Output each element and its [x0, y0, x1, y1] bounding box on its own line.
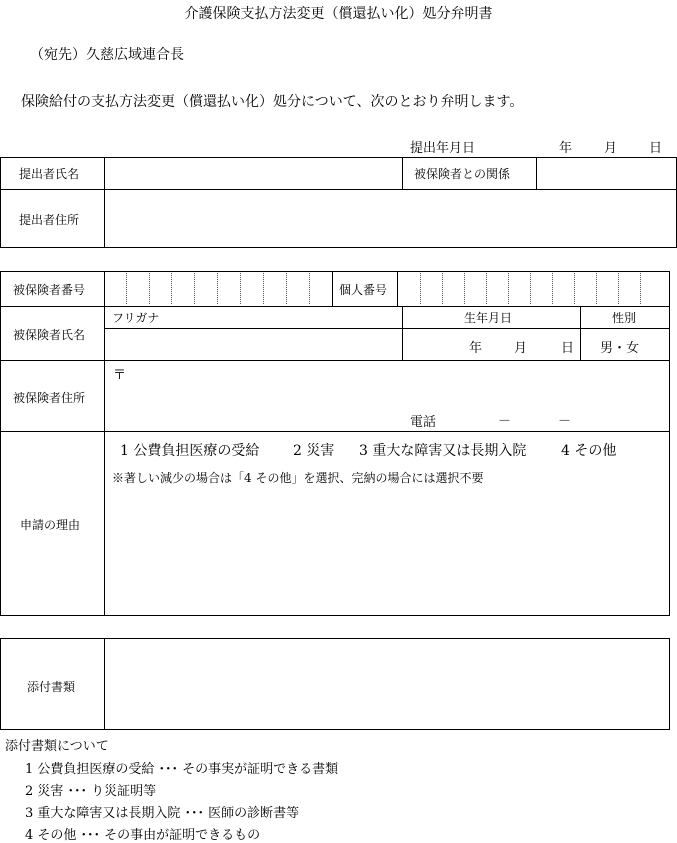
reason-option-1[interactable]: 1 公費負担医療の受給: [120, 443, 260, 459]
furigana-field[interactable]: [106, 308, 400, 327]
submission-month-label: 月: [604, 141, 618, 156]
document-title: 介護保険支払方法変更（償還払い化）処分弁明書: [184, 6, 493, 22]
reason-option-4[interactable]: 4 その他: [561, 443, 617, 459]
attachments-field[interactable]: [106, 640, 668, 728]
sex-options[interactable]: 男・女: [600, 341, 640, 356]
attachments-about-title: 添付書類について: [5, 739, 109, 754]
attachment-note-2: 2 災害 ･･･ り災証明等: [25, 784, 157, 799]
birthdate-field[interactable]: [404, 330, 579, 359]
furigana-label: フリガナ: [112, 311, 160, 325]
submitter-name-label: 提出者氏名: [19, 167, 80, 181]
personal-number-field[interactable]: [399, 273, 668, 304]
reason-option-2[interactable]: 2 災害: [293, 443, 335, 459]
insured-address-field[interactable]: [106, 362, 668, 408]
submission-day-label: 日: [649, 141, 663, 156]
insured-number-label: 被保険者番号: [13, 283, 86, 297]
reason-note: ※著しい減少の場合は「4 その他」を選択、完納の場合には選択不要: [112, 471, 484, 485]
phone-dash-1: －: [498, 414, 512, 429]
personal-number-label: 個人番号: [339, 283, 388, 297]
insured-address-label: 被保険者住所: [13, 391, 86, 405]
addressee: （宛先）久慈広域連合長: [30, 47, 184, 63]
birth-month-label: 月: [514, 341, 528, 356]
insured-name-field[interactable]: [106, 330, 400, 359]
phone-label: 電話: [410, 415, 437, 430]
relation-field[interactable]: [538, 159, 675, 188]
attachments-label: 添付書類: [27, 680, 76, 694]
attachment-note-4: 4 その他 ･･･ その事由が証明できるもの: [25, 828, 261, 843]
submitter-address-field[interactable]: [106, 192, 675, 246]
attachment-note-1: 1 公費負担医療の受給 ･･･ その事実が証明できる書類: [25, 762, 339, 777]
reason-option-3[interactable]: 3 重大な障害又は長期入院: [359, 443, 527, 459]
reason-field[interactable]: [106, 490, 668, 614]
phone-dash-2: －: [558, 414, 572, 429]
insured-name-label: 被保険者氏名: [13, 328, 86, 342]
insured-number-field[interactable]: [106, 273, 330, 304]
submitter-address-label: 提出者住所: [19, 213, 80, 227]
reason-label: 申請の理由: [20, 518, 81, 532]
relation-label: 被保険者との関係: [414, 167, 511, 181]
submission-year-label: 年: [559, 141, 573, 156]
intro-text: 保険給付の支払方法変更（償還払い化）処分について、次のとおり弁明します。: [21, 94, 524, 110]
submitter-name-field[interactable]: [106, 159, 400, 188]
birth-day-label: 日: [561, 341, 575, 356]
submission-date-label: 提出年月日: [410, 141, 476, 156]
postal-mark: 〒: [113, 368, 127, 383]
birthdate-label: 生年月日: [464, 311, 513, 325]
birth-year-label: 年: [469, 341, 483, 356]
attachment-note-3: 3 重大な障害又は長期入院 ･･･ 医師の診断書等: [25, 806, 300, 821]
sex-label: 性別: [612, 311, 637, 325]
